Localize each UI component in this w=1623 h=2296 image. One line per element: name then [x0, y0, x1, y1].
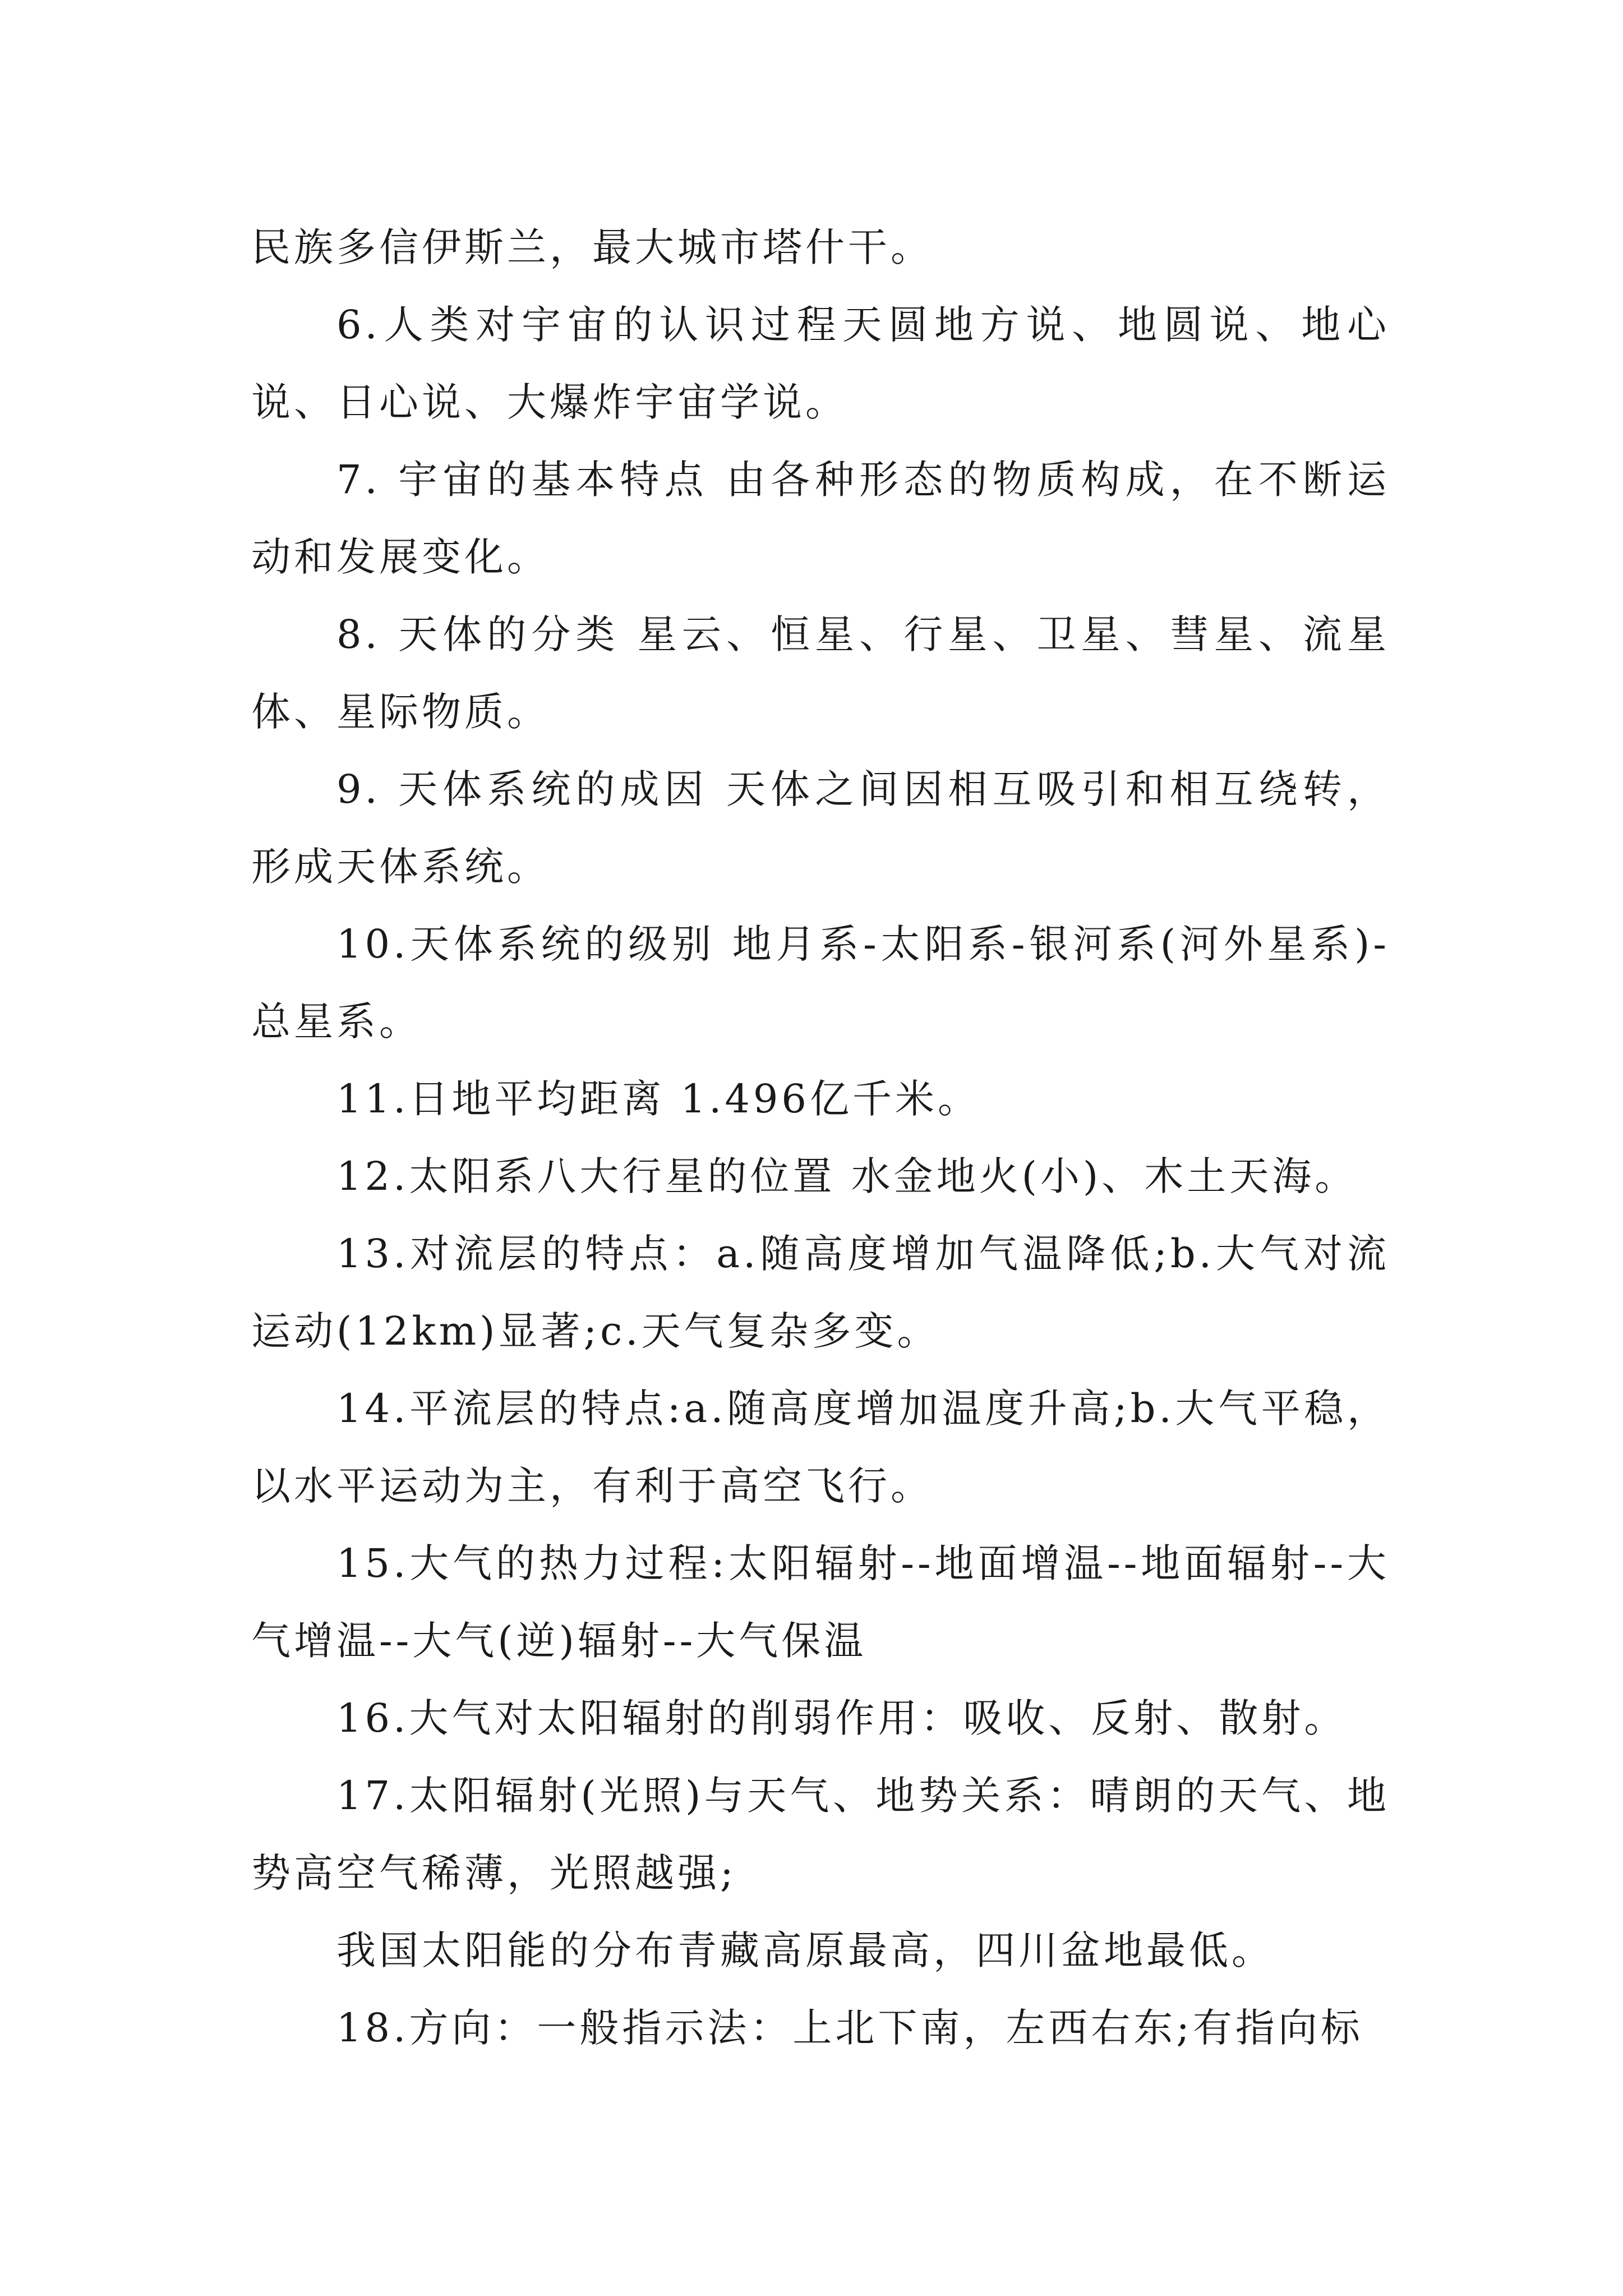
paragraph-item-13: 13.对流层的特点：a.随高度增加气温降低;b.大气对流运动(12km)显著;c.天气复杂多变。: [251, 1231, 1390, 1354]
document-body: [251, 209, 1390, 2067]
paragraph-item-11: 11.日地平均距离 1.496亿千米。: [336, 1076, 980, 1122]
paragraph-item-7: 7. 宇宙的基本特点 由各种形态的物质构成，在不断运动和发展变化。: [251, 457, 1390, 580]
paragraph-continuation: 民族多信伊斯兰，最大城市塔什干。: [251, 224, 933, 270]
paragraph-item-17: 17.太阳辐射(光照)与天气、地势关系：晴朗的天气、地势高空气稀薄，光照越强;: [251, 1773, 1390, 1896]
paragraph-solar-energy-note: 我国太阳能的分布青藏高原最高，四川盆地最低。: [336, 1927, 1274, 1973]
paragraph-item-15: 15.大气的热力过程:太阳辐射--地面增温--地面辐射--大气增温--大气(逆)辐射--大气保温: [251, 1540, 1390, 1664]
paragraph-item-12: 12.太阳系八大行星的位置 水金地火(小)、木土天海。: [336, 1153, 1358, 1199]
paragraph-item-14: 14.平流层的特点:a.随高度增加温度升高;b.大气平稳，以水平运动为主，有利于高空飞行。: [251, 1386, 1390, 1509]
paragraph-item-10: 10.天体系统的级别 地月系-太阳系-银河系(河外星系)-总星系。: [251, 921, 1390, 1045]
paragraph-item-16: 16.大气对太阳辐射的削弱作用：吸收、反射、散射。: [336, 1695, 1347, 1741]
paragraph-item-18: 18.方向：一般指示法：上北下南，左西右东;有指向标: [336, 2005, 1363, 2051]
paragraph-item-8: 8. 天体的分类 星云、恒星、行星、卫星、彗星、流星体、星际物质。: [251, 611, 1390, 735]
paragraph-item-9: 9. 天体系统的成因 天体之间因相互吸引和相互绕转，形成天体系统。: [251, 766, 1390, 890]
paragraph-item-6: 6.人类对宇宙的认识过程天圆地方说、地圆说、地心说、日心说、大爆炸宇宙学说。: [251, 302, 1390, 425]
